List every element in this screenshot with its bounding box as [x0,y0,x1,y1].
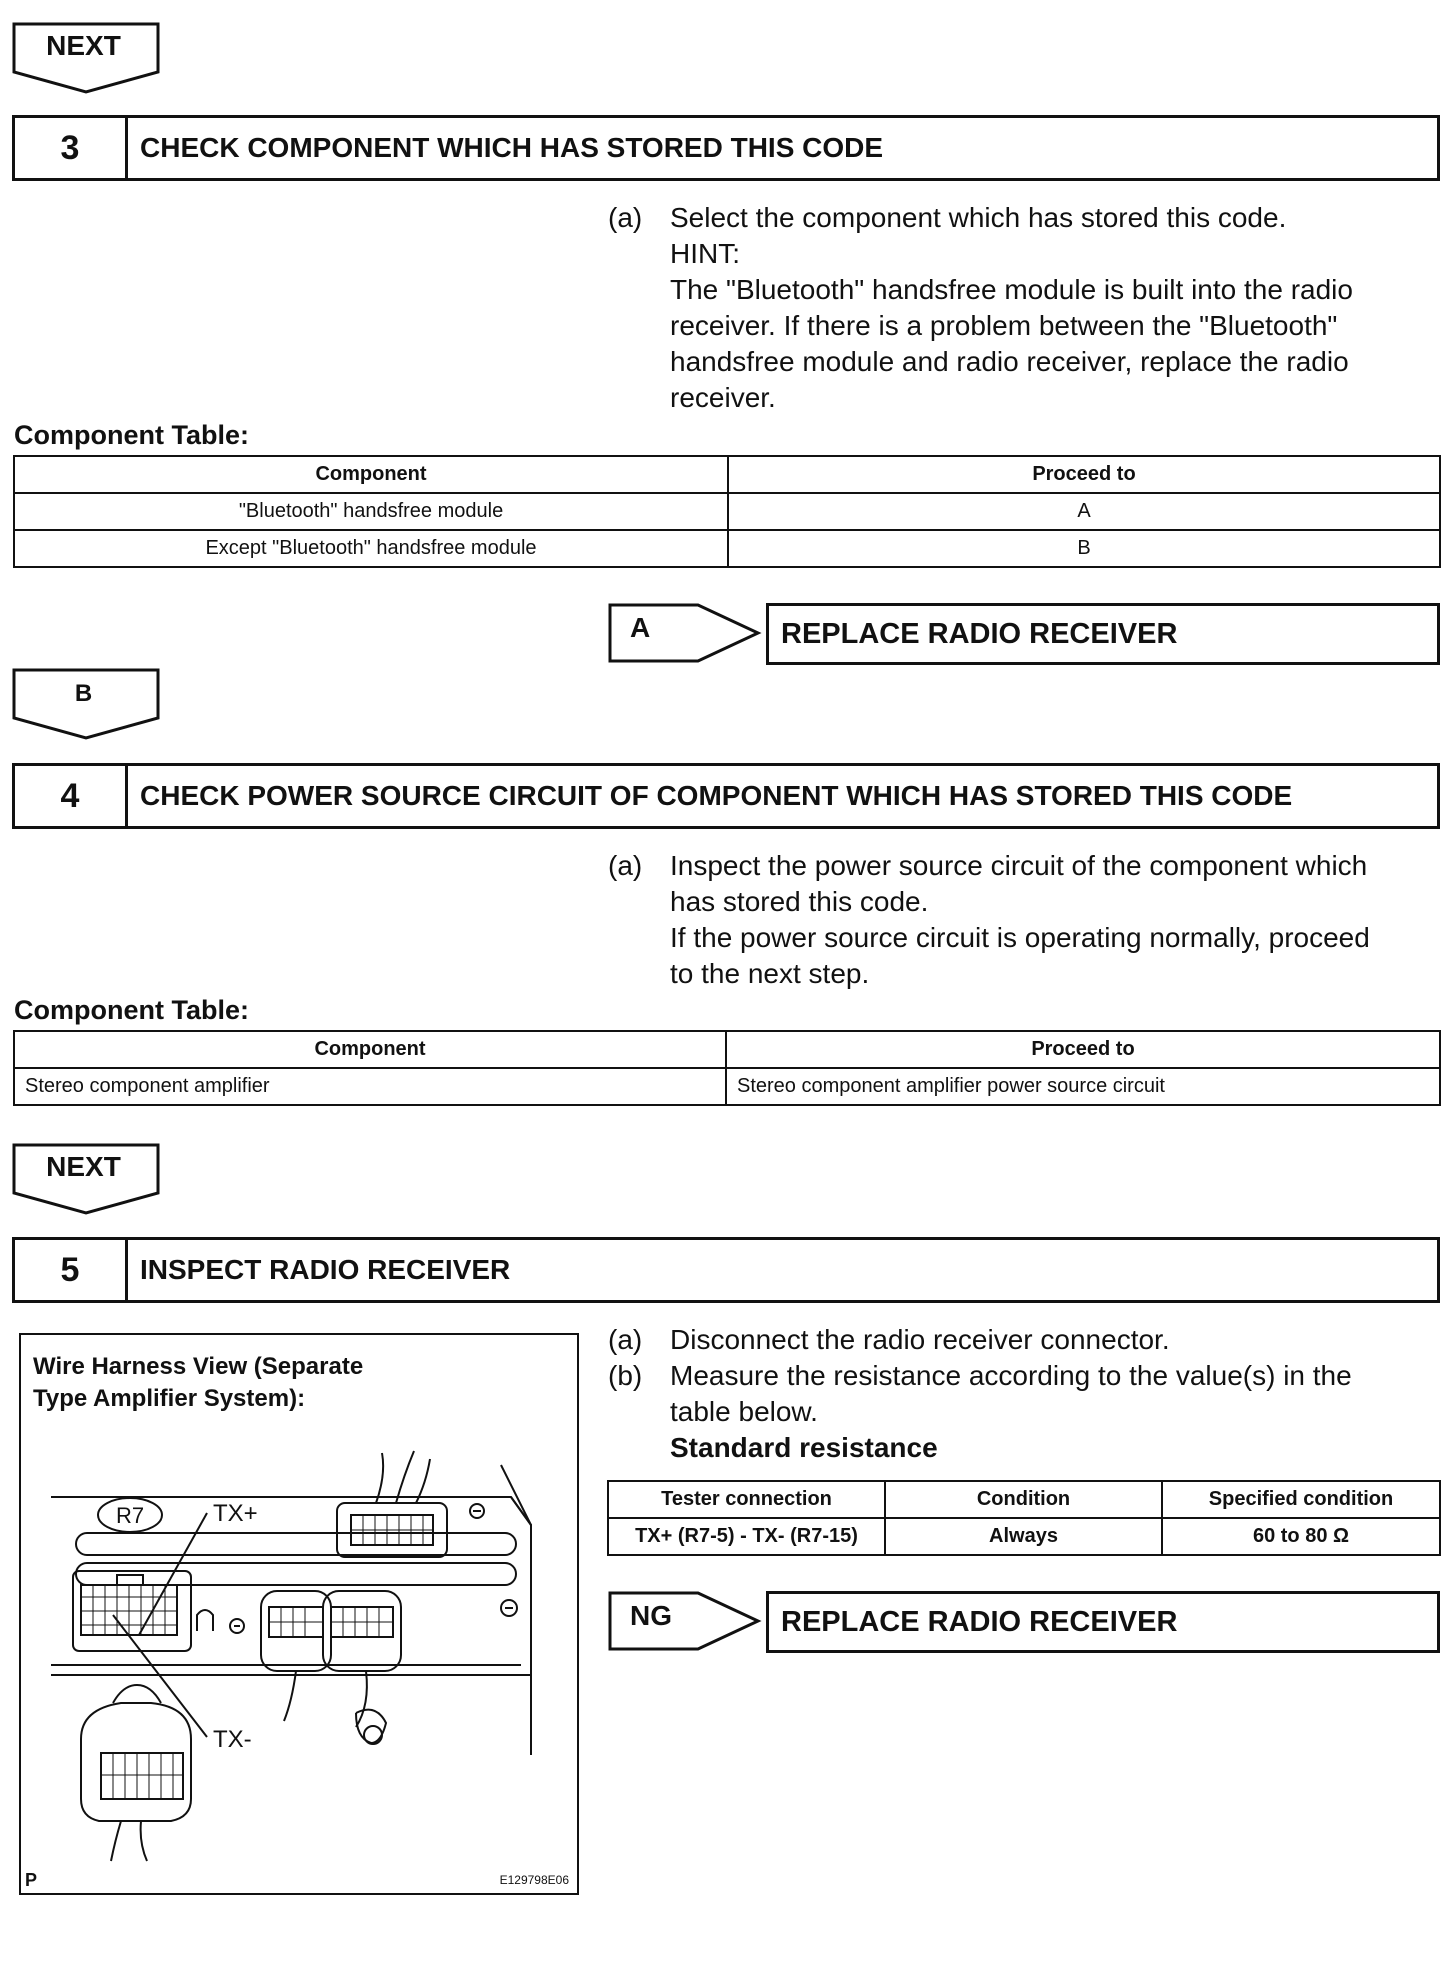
table-header-cell: Proceed to [726,1031,1440,1068]
step-4-line-0: Inspect the power source circuit of the component which [670,850,1368,881]
next-label-2: NEXT [46,1151,121,1182]
item-a-label: (a) [608,202,643,233]
table-header-row [608,1481,1440,1518]
table-row [608,1518,1440,1555]
step-3-line-0: Select the component which has stored this code. [670,202,1287,233]
step-4-line-2: If the power source circuit is operating normally, proceed [670,922,1370,953]
step-5-item-b [608,1358,1438,1468]
step-4-line-1: has stored this code. [670,886,929,917]
resistance-table [607,1480,1441,1556]
figure-title-line-1: Type Amplifier System): [33,1385,306,1412]
step-4-table-caption: Component Table: [14,995,249,1025]
item-a-label: (a) [608,1324,643,1355]
item-b-label: (b) [608,1360,643,1391]
table-header-row [14,456,1440,493]
step-4-component-table [13,1030,1441,1106]
step-3-result-arrow-label: A [630,612,651,643]
pin-plus-label: TX+ [213,1500,258,1527]
table-cell: Except "Bluetooth" handsfree module [14,530,728,567]
table-row [14,1068,1440,1105]
step-3-hint: HINT: [670,238,740,269]
step-4-number: 4 [15,766,128,826]
table-cell: A [728,493,1440,530]
table-row [14,530,1440,567]
table-cell: 60 to 80 Ω [1162,1518,1440,1555]
step-5-item-a [608,1322,1438,1358]
next-marker-1 [12,22,162,96]
table-cell: Always [885,1518,1162,1555]
step-3-header [12,115,1440,181]
table-header-cell: Component [14,1031,726,1068]
table-header-row [14,1031,1440,1068]
step-4-header [12,763,1440,829]
step-3-line-3: receiver. If there is a problem between the "Bluetooth" [670,310,1338,341]
table-row [14,493,1440,530]
step-5-line-0: Measure the resistance according to the value(s) in the [670,1360,1352,1391]
figure-title-line-0: Wire Harness View (Separate [33,1353,364,1380]
b-marker [12,668,162,742]
step-3-table-caption: Component Table: [14,420,249,450]
figure-code: E129798E06 [499,1873,569,1887]
step-3-line-5: receiver. [670,382,776,413]
step-3-result-box: REPLACE RADIO RECEIVER [766,603,1440,665]
table-header-cell: Tester connection [608,1481,885,1518]
table-header-cell: Component [14,456,728,493]
step-3-number: 3 [15,118,128,178]
step-3-line-2: The "Bluetooth" handsfree module is built into the radio [670,274,1353,305]
step-4-item-a [608,848,1438,994]
table-cell: Stereo component amplifier power source circuit [726,1068,1440,1105]
table-cell: B [728,530,1440,567]
connector-label: R7 [115,1503,145,1528]
step-3-title: CHECK COMPONENT WHICH HAS STORED THIS CODE [140,132,884,163]
pin-minus-label: TX- [213,1726,252,1753]
table-header-cell: Condition [885,1481,1162,1518]
step-5-item-a-text: Disconnect the radio receiver connector. [670,1324,1170,1355]
step-4-line-3: to the next step. [670,958,870,989]
step-5-number: 5 [15,1240,128,1300]
table-cell: Stereo component amplifier [14,1068,726,1105]
b-label: B [74,680,93,707]
step-5-result-arrow-label: NG [630,1600,672,1631]
figure-corner-mark: P [25,1870,38,1890]
standard-resistance-label: Standard resistance [670,1432,938,1463]
table-header-cell: Specified condition [1162,1481,1440,1518]
next-label-1: NEXT [46,30,121,61]
step-5-header [12,1237,1440,1303]
table-cell: TX+ (R7-5) - TX- (R7-15) [608,1518,885,1555]
radio-receiver-drawing [21,1335,577,1893]
step-3-line-4: handsfree module and radio receiver, replace the radio [670,346,1349,377]
step-5-title: INSPECT RADIO RECEIVER [140,1254,511,1285]
next-marker-2 [12,1143,162,1217]
table-cell: "Bluetooth" handsfree module [14,493,728,530]
step-3-component-table [13,455,1441,568]
table-header-cell: Proceed to [728,456,1440,493]
step-5-line-1: table below. [670,1396,818,1427]
step-5-result-box: REPLACE RADIO RECEIVER [766,1591,1440,1653]
wire-harness-figure [19,1333,579,1895]
step-4-title: CHECK POWER SOURCE CIRCUIT OF COMPONENT WHICH HAS STORED THIS CODE [140,780,1293,811]
step-3-item-a [608,200,1438,420]
item-a-label: (a) [608,850,643,881]
